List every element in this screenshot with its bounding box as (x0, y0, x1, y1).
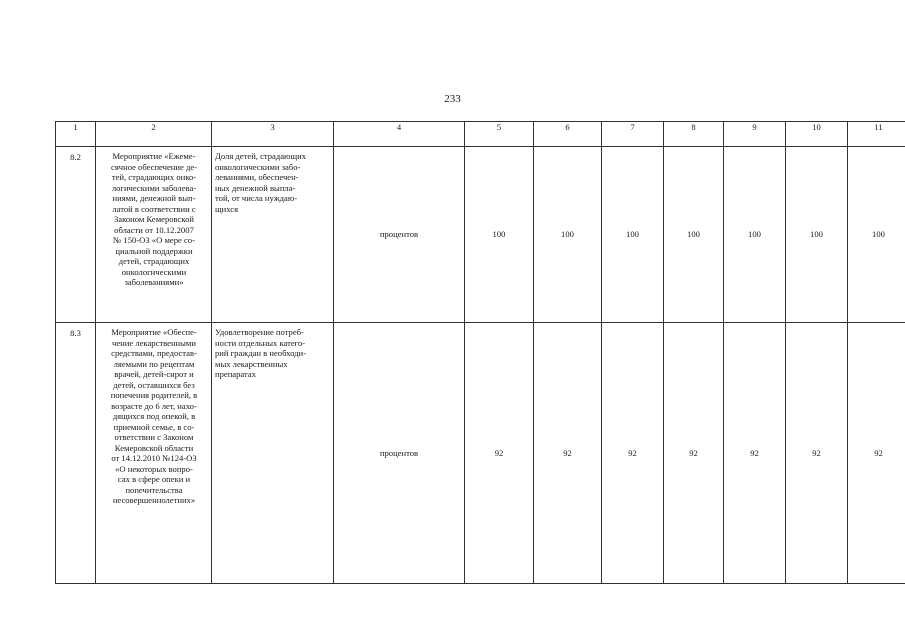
value-cell: 100 (786, 147, 848, 323)
value-cell: 92 (602, 323, 664, 584)
measure-line: попечительства (125, 484, 183, 495)
unit-cell: процентов (334, 147, 465, 323)
measure-line: сах в сфере опеки и (117, 474, 191, 484)
column-header: 5 (465, 122, 534, 147)
indicator-line: щихся (215, 203, 239, 214)
measure-line: Кемеровской области (114, 442, 194, 453)
table-row (56, 323, 905, 584)
indicator-line: Удовлетворение потреб- (215, 327, 304, 337)
measure-line: ляемыми по рецептам (113, 358, 195, 369)
indicator-line: мых лекарственных (215, 358, 288, 369)
measure-cell (96, 147, 212, 323)
row-number: 8.2 (56, 147, 96, 323)
measure-line: детей, страдающих (118, 256, 190, 266)
measure-line: логическими заболева- (111, 182, 197, 193)
value-cell: 100 (724, 147, 786, 323)
value-cell: 100 (465, 147, 534, 323)
value-cell: 92 (465, 323, 534, 584)
measure-line: заболеваниями» (124, 277, 184, 287)
indicator-cell (212, 147, 334, 323)
value-cell: 100 (602, 147, 664, 323)
value-cell: 92 (848, 323, 905, 584)
measure-line: приемной семье, в со- (113, 421, 195, 432)
measure-line: детей, оставшихся без (113, 379, 195, 390)
measure-cell (96, 323, 212, 584)
measure-line: несовершеннолетних» (112, 495, 196, 505)
value-cell: 92 (664, 323, 724, 584)
column-header: 8 (664, 122, 724, 147)
value-cell: 92 (724, 323, 786, 584)
column-header: 6 (534, 122, 602, 147)
indicator-line: той, от числа нуждаю- (215, 193, 298, 203)
table-row (56, 147, 905, 323)
indicator-line: онкологическими забо- (215, 161, 301, 172)
column-header: 3 (212, 122, 334, 147)
measure-line: врачей, детей-сирот и (114, 369, 194, 379)
measure-line: онкологическими (121, 266, 187, 277)
indicator-cell (212, 323, 334, 584)
column-header: 10 (786, 122, 848, 147)
row-number: 8.3 (56, 323, 96, 584)
column-header: 1 (56, 122, 96, 147)
measure-line: чение лекарственными (112, 337, 196, 348)
measure-line: Мероприятие «Ежеме- (112, 151, 196, 161)
value-cell: 100 (534, 147, 602, 323)
measure-line: области от 10.12.2007 (114, 224, 194, 235)
measure-line: сячное обеспечение де- (111, 161, 197, 172)
column-header: 4 (334, 122, 465, 147)
column-header: 7 (602, 122, 664, 147)
indicators-table (55, 121, 905, 584)
measure-line: дящихся под опекой, в (112, 411, 196, 421)
unit-cell: процентов (334, 323, 465, 584)
indicator-line: Доля детей, страдающих (215, 151, 306, 161)
measure-line: средствами, предостав- (111, 348, 197, 358)
measure-line: циальной поддержки (115, 245, 193, 256)
measure-line: тей, страдающих онко- (111, 172, 197, 182)
measure-line: латой в соответствии с (112, 203, 196, 214)
indicator-line: препаратах (215, 369, 256, 379)
measure-line: ниями, денежной вып- (112, 193, 196, 203)
column-header: 2 (96, 122, 212, 147)
value-cell: 92 (534, 323, 602, 584)
column-header: 11 (848, 122, 905, 147)
measure-line: Мероприятие «Обеспе- (111, 327, 197, 337)
column-header: 9 (724, 122, 786, 147)
measure-line: от 14.12.2010 №124-ОЗ (111, 453, 197, 463)
table-header-row (56, 122, 905, 147)
measure-line: возрасте до 6 лет, нахо- (111, 400, 197, 411)
value-cell: 92 (786, 323, 848, 584)
indicator-line: рий граждан в необходи- (215, 348, 306, 358)
measure-line: попечения родителей, в (110, 390, 198, 400)
indicator-line: ности отдельных катего- (215, 337, 306, 348)
value-cell: 100 (848, 147, 905, 323)
measure-line: № 150-ОЗ «О мере со- (113, 235, 195, 245)
page-number: 233 (444, 93, 461, 105)
value-cell: 100 (664, 147, 724, 323)
measure-line: ответствии с Законом (114, 432, 194, 442)
measure-line: «О некоторых вопро- (115, 463, 193, 474)
indicator-line: ных денежной выпла- (215, 182, 296, 193)
measure-line: Законом Кемеровской (114, 214, 194, 224)
indicator-line: леваниями, обеспечен- (215, 172, 299, 182)
